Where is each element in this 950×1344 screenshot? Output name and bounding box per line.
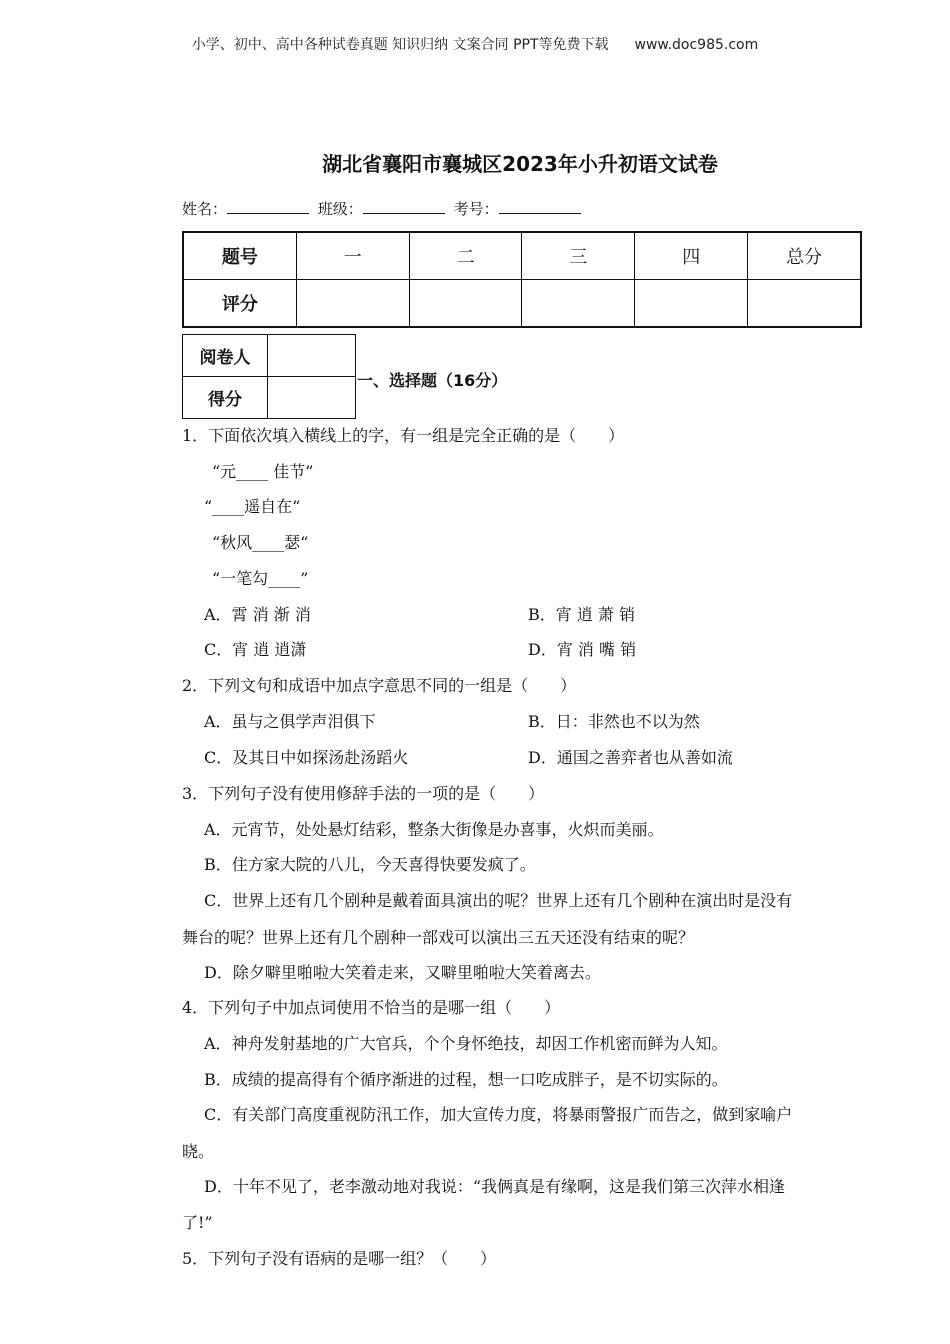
page-header <box>0 34 950 54</box>
question-1-stem: 1．下面依次填入横线上的字，有一组是完全正确的是（ ） <box>182 426 625 445</box>
score-cell: 一 <box>296 232 409 280</box>
question-3-option-a[interactable]: A．元宵节，处处悬灯结彩，整条大街像是办喜事，火炽而美丽。 <box>204 820 664 839</box>
grader-score-cell[interactable] <box>268 377 356 419</box>
question-3-stem: 3．下列句子没有使用修辞手法的一项的是（ ） <box>182 784 545 803</box>
question-1-option-a[interactable]: A．霄 消 渐 消 <box>204 605 311 624</box>
question-5-stem: 5．下列句子没有语病的是哪一组？（ ） <box>182 1249 497 1268</box>
exam-no-label: 考号： <box>453 200 499 218</box>
question-4-option-b[interactable]: B．成绩的提高得有个循序渐进的过程，想一口吃成胖子，是不切实际的。 <box>204 1070 728 1089</box>
section-title: 一、选择题（16分） <box>357 371 508 390</box>
grader-score-label: 得分 <box>183 377 268 419</box>
question-2-option-b[interactable]: B．日：非然也不以为然 <box>528 712 700 731</box>
question-1-option-b[interactable]: B．宵 逍 萧 销 <box>528 605 636 624</box>
name-label: 姓名： <box>182 200 228 218</box>
question-1-option-d[interactable]: D．宵 消 嘴 销 <box>528 640 637 659</box>
score-table-score-row <box>183 280 861 328</box>
score-table <box>182 231 862 328</box>
question-2-option-a[interactable]: A．虽与之俱学声泪俱下 <box>204 712 376 731</box>
question-2-option-c[interactable]: C．及其日中如探汤赴汤蹈火 <box>204 748 409 767</box>
grader-table <box>182 334 356 419</box>
page-title: 湖北省襄阳市襄城区2023年小升初语文试卷 <box>322 152 718 176</box>
header-site-link[interactable]: www.doc985.com <box>634 37 759 53</box>
class-label: 班级： <box>317 200 363 218</box>
question-1-option-c[interactable]: C．宵 逍 逍潇 <box>204 640 307 659</box>
score-cell: 三 <box>522 232 635 280</box>
question-3-option-d[interactable]: D．除夕噼里啪啦大笑着走来，又噼里啪啦大笑着离去。 <box>204 963 601 982</box>
question-1-line: “一笔勾____” <box>212 569 309 588</box>
exam-no-field[interactable] <box>499 199 581 214</box>
score-table-header-row <box>183 232 861 280</box>
score-input-cell[interactable] <box>409 280 522 328</box>
question-1-line: “____遥自在“ <box>204 497 301 516</box>
score-row-label: 评分 <box>183 280 296 328</box>
header-text: 小学、初中、高中各种试卷真题 知识归纳 文案合同 PPT等免费下载 <box>191 37 609 53</box>
score-cell: 四 <box>635 232 748 280</box>
question-4-option-c-cont: 晓。 <box>182 1142 215 1161</box>
score-input-cell[interactable] <box>748 280 861 328</box>
score-cell: 二 <box>409 232 522 280</box>
grader-label: 阅卷人 <box>183 335 268 377</box>
score-input-cell[interactable] <box>522 280 635 328</box>
name-field[interactable] <box>227 199 309 214</box>
question-1-line: “秋风____瑟“ <box>212 533 309 552</box>
score-cell: 总分 <box>748 232 861 280</box>
question-2-option-d[interactable]: D．通国之善弈者也从善如流 <box>528 748 733 767</box>
question-4-option-d[interactable]: D．十年不见了，老李激动地对我说：“我俩真是有缘啊，这是我们第三次萍水相逢 <box>204 1177 786 1196</box>
question-2-stem: 2．下列文句和成语中加点字意思不同的一组是（ ） <box>182 676 577 695</box>
grader-input-cell[interactable] <box>268 335 356 377</box>
question-4-option-d-cont: 了!” <box>182 1213 213 1232</box>
question-4-option-a[interactable]: A．神舟发射基地的广大官兵，个个身怀绝技，却因工作机密而鲜为人知。 <box>204 1034 728 1053</box>
question-1-line: “元____ 佳节” <box>212 462 314 481</box>
class-field[interactable] <box>363 199 445 214</box>
score-input-cell[interactable] <box>635 280 748 328</box>
question-3-option-b[interactable]: B．住方家大院的八儿，今天喜得快要发疯了。 <box>204 855 536 874</box>
question-3-option-c-cont: 舞台的呢？世界上还有几个剧种一部戏可以演出三五天还没有结束的呢？ <box>182 928 695 947</box>
student-info <box>182 198 585 219</box>
question-4-stem: 4．下列句子中加点词使用不恰当的是哪一组（ ） <box>182 998 561 1017</box>
score-cell: 题号 <box>183 232 296 280</box>
question-3-option-c[interactable]: C．世界上还有几个剧种是戴着面具演出的呢？世界上还有几个剧种在演出时是没有 <box>204 891 793 910</box>
question-4-option-c[interactable]: C．有关部门高度重视防汛工作，加大宣传力度，将暴雨警报广而告之，做到家喻户 <box>204 1105 793 1124</box>
score-input-cell[interactable] <box>296 280 409 328</box>
